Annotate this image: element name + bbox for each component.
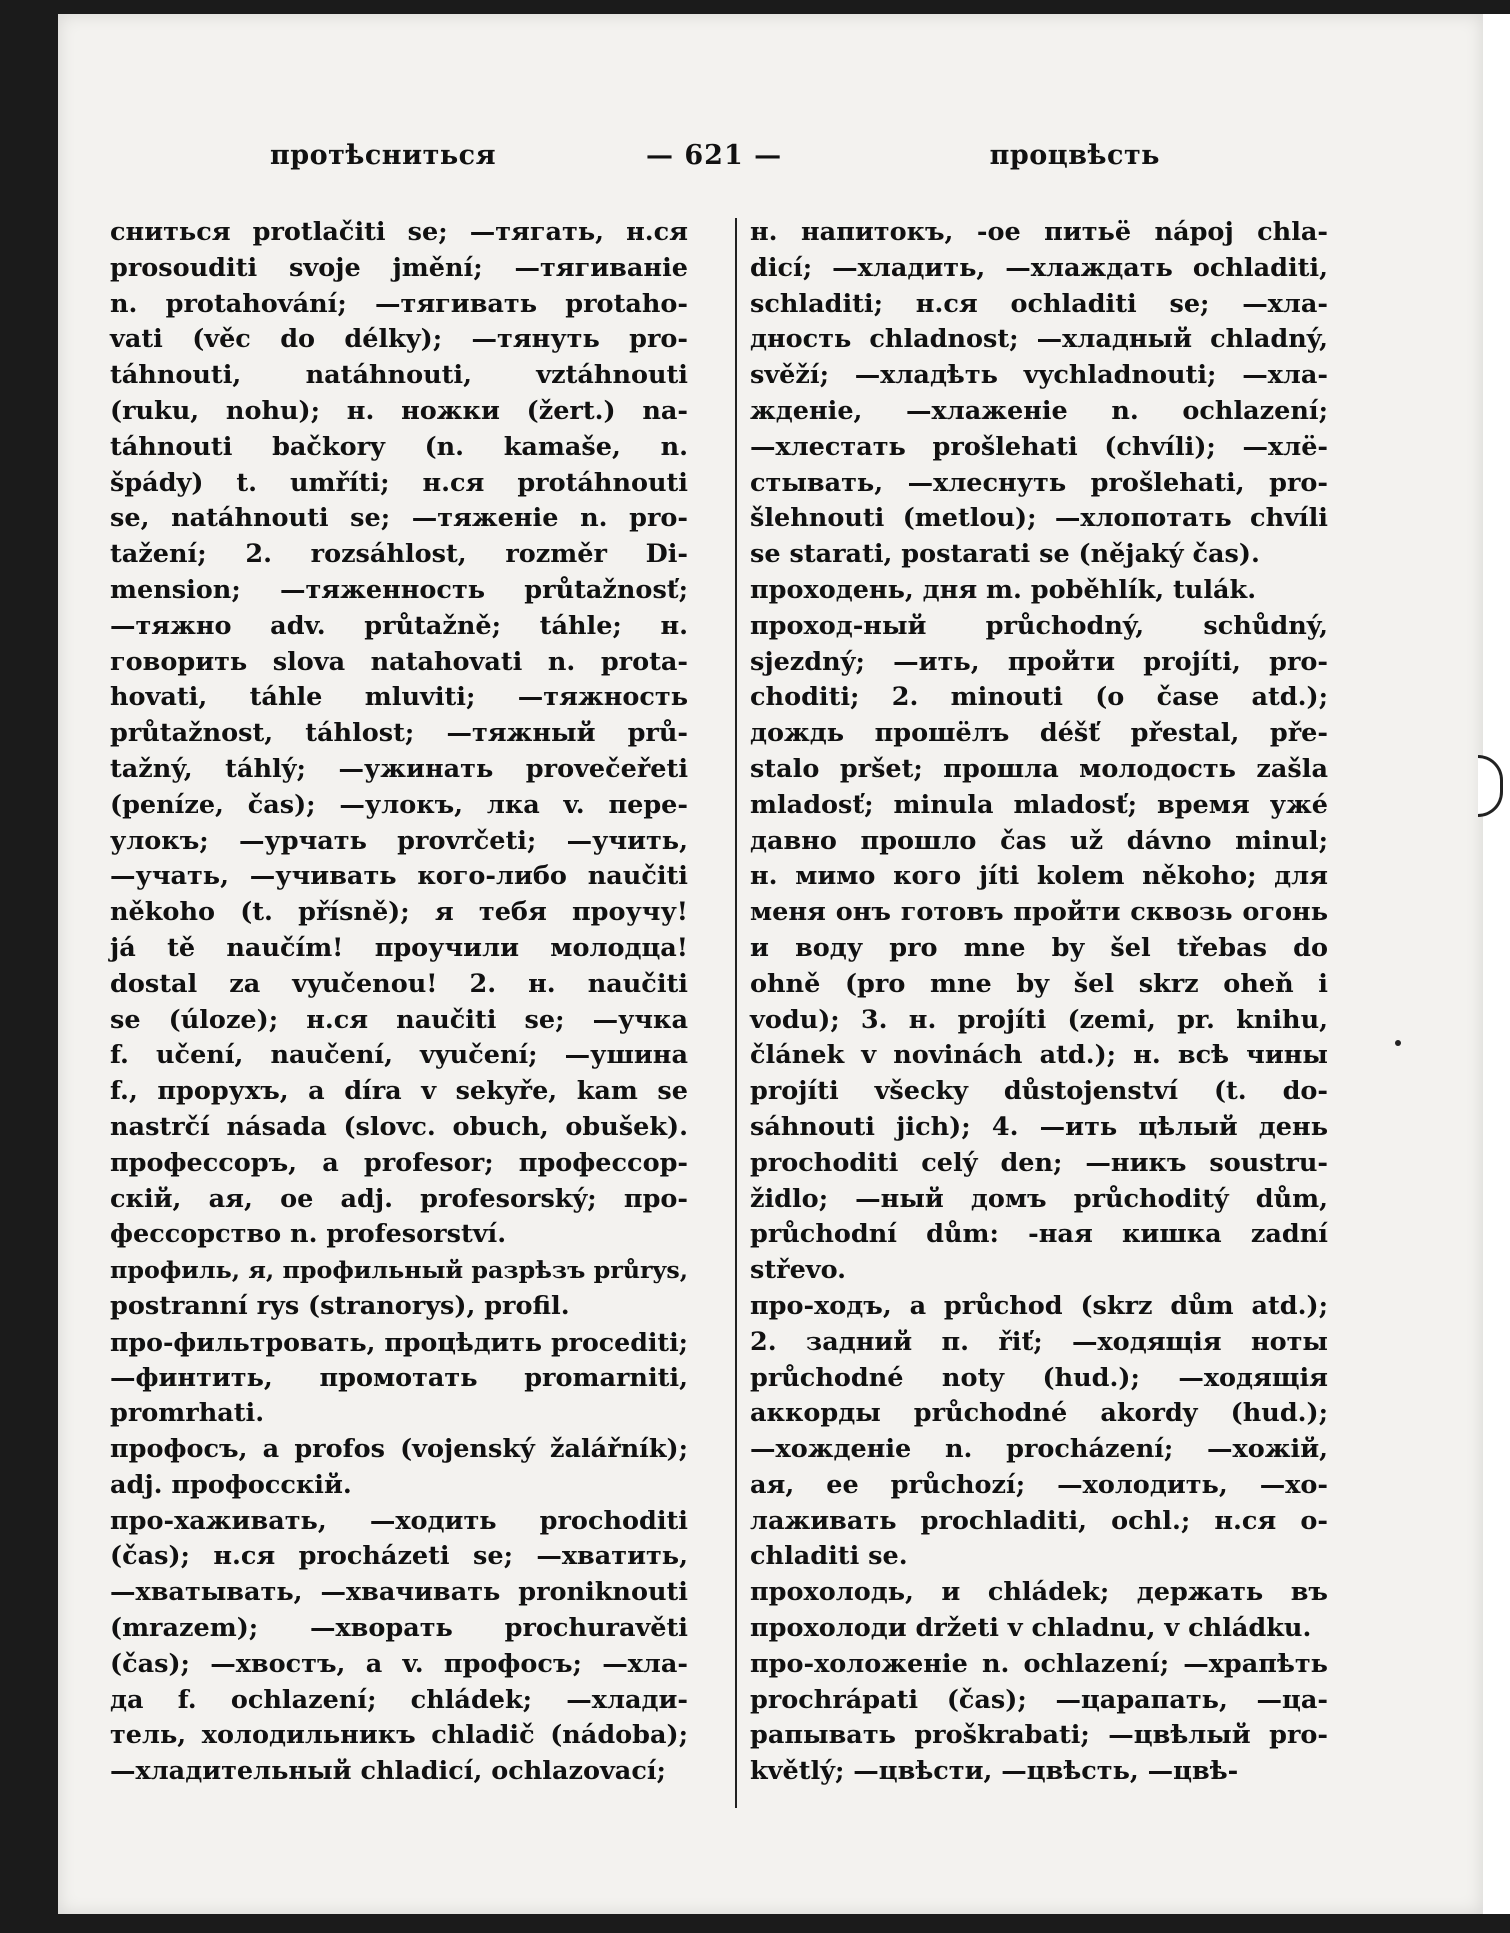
dictionary-line: ohně (pro mne by šel skrz oheň i: [750, 968, 1328, 999]
dictionary-line: рапывать proškrabati; —цвѣлый pro-: [750, 1720, 1328, 1751]
dictionary-line: профессоръ, a profesor; профессор-: [110, 1147, 688, 1178]
dictionary-line: já tě naučím! проучили молодца!: [110, 932, 688, 963]
header-left-word: протѣсниться: [270, 140, 497, 171]
dictionary-line: špády) t. umříti; н.ся protáhnouti: [110, 467, 688, 498]
dictionary-line: меня онъ готовъ пройти сквозь огонь: [750, 897, 1328, 928]
margin-dot: [1395, 1040, 1401, 1046]
dictionary-line: někoho (t. přísně); я тебя проучу!: [110, 897, 688, 928]
dictionary-line: mladosť; minula mladosť; время ужé: [750, 789, 1328, 820]
dictionary-line: táhnouti, natáhnouti, vztáhnouti: [110, 360, 688, 391]
dictionary-line: давно прошло čas už dávno minul;: [750, 825, 1328, 856]
dictionary-line: —хватывать, —хвачивать proniknouti: [110, 1577, 688, 1608]
dictionary-line: (peníze, čas); —улокъ, лка v. пере-: [110, 789, 688, 820]
dictionary-line: про-холоженiе n. ochlazení; —храпѣть: [750, 1648, 1328, 1679]
dictionary-line: (čas); н.ся procházeti se; —хватить,: [110, 1541, 688, 1572]
dictionary-line: šlehnouti (metlou); —хлопотать chvíli: [750, 503, 1328, 534]
dictionary-line: —финтить, промотать promarniti,: [110, 1362, 688, 1393]
dictionary-line: н. мимо кого jíti kolem někoho; для: [750, 861, 1328, 892]
dictionary-line: chladiti se.: [750, 1541, 908, 1572]
dictionary-line: проходень, дня m. poběhlík, tulák.: [750, 574, 1257, 605]
dictionary-line: se (úloze); н.ся naučiti se; —учка: [110, 1004, 688, 1035]
dictionary-line: průchodní dům: -ная кишка zadní: [750, 1219, 1328, 1250]
dictionary-line: лаживать prochladiti, ochl.; н.ся o-: [750, 1505, 1328, 1536]
dictionary-line: hovati, táhle mluviti; —тяжность: [110, 682, 688, 713]
dictionary-line: prosouditi svoje jmění; —тягиванiе: [110, 252, 688, 283]
dictionary-line: дность chladnost; —хладный chladný,: [750, 324, 1328, 355]
dictionary-line: дождь прошёлъ déšť přestal, pře-: [750, 718, 1328, 749]
dictionary-line: сниться protlačiti se; —тягать, н.ся: [110, 217, 688, 247]
dictionary-line: фессорство n. profesorství.: [110, 1219, 507, 1250]
dictionary-line: postranní rys (stranorys), profil.: [110, 1290, 570, 1321]
left-column: [110, 215, 688, 1790]
dictionary-line: mension; —тяженность průtažnosť;: [110, 574, 688, 605]
dictionary-line: dostal za vyučenou! 2. н. naučiti: [110, 968, 688, 999]
dictionary-line: профиль, я, профильный разрѣзъ průrys,: [110, 1256, 688, 1285]
dictionary-line: stalo pršet; прошла молодость zašla: [750, 753, 1328, 784]
dictionary-line: да f. ochlazení; chládek; —хлади-: [110, 1684, 688, 1715]
dictionary-line: про-хаживать, —ходить prochoditi: [110, 1505, 688, 1536]
dictionary-line: f., прорухъ, a díra v sekyře, kam se: [110, 1076, 688, 1107]
dictionary-line: —хлестать prošlehati (chvíli); —хлё-: [750, 431, 1328, 462]
dictionary-line: 2. задний п. řiť; —ходящiя ноты: [750, 1326, 1328, 1357]
dictionary-line: promrhati.: [110, 1398, 265, 1429]
dictionary-line: (ruku, nohu); н. ножки (žert.) na-: [110, 395, 688, 426]
dictionary-line: про-фильтровать, процѣдить procediti;: [110, 1326, 688, 1357]
dictionary-line: ая, ее průchozí; —холодить, —хо-: [750, 1469, 1328, 1500]
dictionary-line: н. напитокъ, -ое питьё nápoj chla-: [750, 217, 1328, 247]
dictionary-line: projíti všecky důstojenství (t. do-: [750, 1076, 1328, 1107]
dictionary-line: střevo.: [750, 1255, 847, 1286]
dictionary-line: choditi; 2. minouti (o čase atd.);: [750, 682, 1328, 713]
header-right-word: процвѣсть: [989, 140, 1160, 171]
dictionary-line: adj. профосскiй.: [110, 1469, 352, 1500]
dictionary-line: svěží; —хладѣть vychladnouti; —хла-: [750, 360, 1328, 391]
dictionary-line: (mrazem); —хворать prochuravěti: [110, 1613, 688, 1644]
dictionary-line: průtažnost, táhlost; —тяжный prů-: [110, 718, 688, 749]
dictionary-line: prochoditi celý den; —никъ soustru-: [750, 1147, 1328, 1178]
page-number: — 621 —: [646, 140, 783, 171]
dictionary-line: se, natáhnouti se; —тяженiе n. pro-: [110, 503, 688, 534]
dictionary-line: прохолодь, и chládek; держать въ: [750, 1577, 1328, 1608]
running-header: [270, 140, 1160, 180]
dictionary-line: жденiе, —хлаженiе n. ochlazení;: [750, 395, 1328, 426]
dictionary-line: профосъ, a profos (vojenský žalářník);: [110, 1434, 688, 1465]
dictionary-line: prochrápati (čas); —царапать, —ца-: [750, 1684, 1328, 1715]
dictionary-line: —хожденiе n. procházení; —хожiй,: [750, 1434, 1328, 1465]
dictionary-line: f. učení, naučení, vyučení; —ушина: [110, 1040, 688, 1071]
dictionary-line: прохолоди držeti v chladnu, v chládku.: [750, 1613, 1312, 1644]
dictionary-line: говорить slova natahovati n. prota-: [110, 646, 688, 677]
dictionary-line: —учать, —учивать кого-либо naučiti: [110, 861, 688, 892]
dictionary-line: vodu); 3. н. projíti (zemi, pr. knihu,: [750, 1004, 1328, 1035]
dictionary-line: židlo; —ный домъ průchoditý dům,: [750, 1183, 1328, 1214]
dictionary-line: květlý; —цвѣсти, —цвѣсть, —цвѣ-: [750, 1756, 1239, 1787]
dictionary-line: sjezdný; —ить, пройти projíti, pro-: [750, 646, 1328, 677]
dictionary-line: nastrčí násada (slovc. obuch, obušek).: [110, 1111, 688, 1142]
dictionary-line: táhnouti bačkory (n. kamaše, n.: [110, 431, 688, 462]
dictionary-line: dicí; —хладить, —хлаждать ochladiti,: [750, 252, 1328, 283]
dictionary-line: стывать, —хлеснуть prošlehati, pro-: [750, 467, 1328, 498]
dictionary-line: —тяжно adv. průtažně; táhle; н.: [110, 610, 688, 641]
dictionary-line: schladiti; н.ся ochladiti se; —хла-: [750, 288, 1328, 319]
dictionary-line: улокъ; —урчать provrčeti; —учить,: [110, 825, 688, 856]
dictionary-line: тель, холодильникъ chladič (nádoba);: [110, 1720, 688, 1751]
dictionary-line: скiй, ая, ое adj. profesorský; про-: [110, 1183, 688, 1214]
dictionary-line: vati (věc do délky); —тянуть pro-: [110, 324, 688, 355]
scan-margin: [1483, 14, 1510, 1914]
dictionary-line: (čas); —хвостъ, a v. профосъ; —хла-: [110, 1648, 688, 1679]
dictionary-line: проход-ный průchodný, schůdný,: [750, 610, 1328, 641]
right-column: [750, 215, 1328, 1790]
dictionary-line: sáhnouti jich); 4. —ить цѣлый день: [750, 1111, 1328, 1142]
dictionary-line: průchodné noty (hud.); —ходящiя: [750, 1362, 1328, 1393]
dictionary-line: článek v novinách atd.); н. всѣ чины: [750, 1040, 1328, 1071]
dictionary-line: n. protahování; —тягивать protaho-: [110, 288, 688, 319]
dictionary-line: tažný, táhlý; —ужинать provečeřeti: [110, 753, 688, 784]
dictionary-line: tažení; 2. rozsáhlost, rozměr Di-: [110, 539, 688, 570]
dictionary-line: про-ходъ, a průchod (skrz dům atd.);: [750, 1290, 1328, 1321]
dictionary-line: —хладительный chladicí, ochlazovací;: [110, 1756, 666, 1787]
dictionary-line: se starati, postarati se (nějaký čas).: [750, 539, 1260, 570]
column-divider: [735, 218, 737, 1808]
dictionary-line: и воду pro mne by šel třebas do: [750, 932, 1328, 963]
dictionary-line: аккорды průchodné akordy (hud.);: [750, 1398, 1328, 1429]
